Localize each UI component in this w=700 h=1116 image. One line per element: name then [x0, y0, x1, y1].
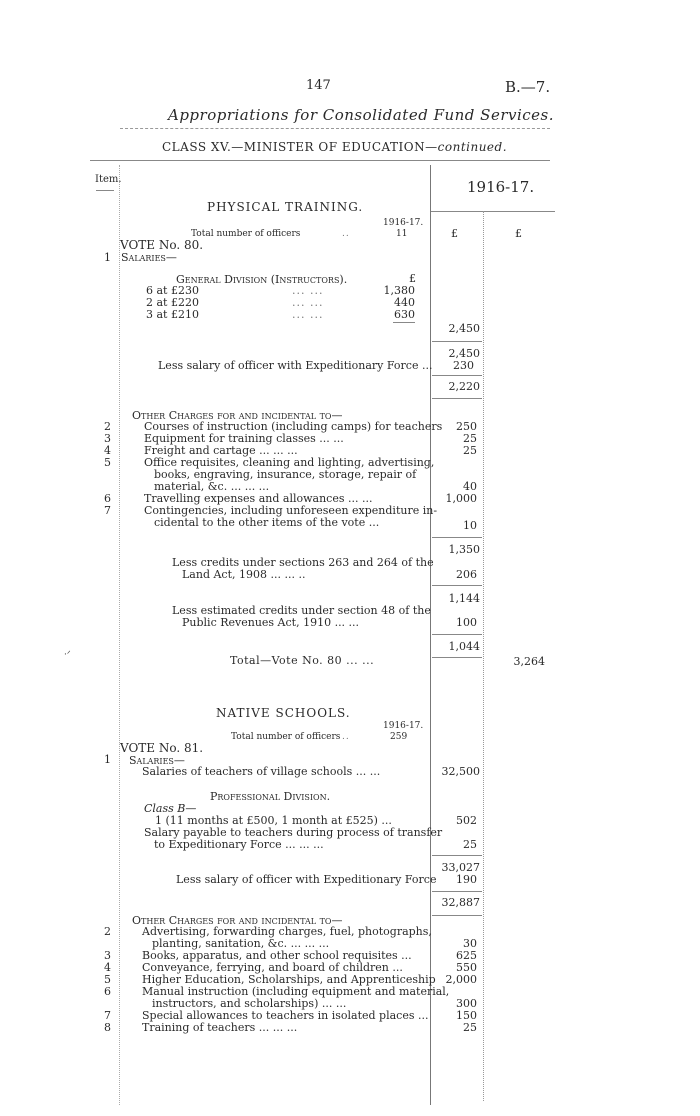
- sum-rule: [393, 322, 415, 323]
- less-estimated-credits-label-continued: Public Revenues Act, 1910 ... ...: [182, 616, 360, 629]
- other-charges-heading: Other Charges for and incidental to—: [132, 409, 343, 422]
- class-heading: [162, 140, 507, 154]
- page-title: Appropriations for Consolidated Fund Services.: [168, 106, 555, 124]
- sum-rule: [432, 915, 482, 916]
- net-salary: 2,220: [448, 380, 480, 393]
- pound-column-2: £: [515, 227, 522, 240]
- charge-value: 625: [456, 949, 477, 962]
- net-other-charges: 1,044: [448, 640, 480, 653]
- item-number: 5: [104, 456, 111, 469]
- sum-rule: [432, 398, 482, 399]
- pound-column-1: £: [451, 227, 458, 240]
- charge-value: 550: [456, 961, 477, 974]
- charge-description-continued: instructors, and scholarships) ... ...: [152, 997, 347, 1010]
- charge-value: 25: [463, 1021, 477, 1034]
- page-number: 147: [306, 78, 331, 93]
- item-number: 5: [104, 973, 111, 986]
- item-label-underline: [96, 190, 114, 191]
- less-credits-label-continued: Land Act, 1908 ... ... ..: [182, 568, 306, 581]
- item-number: 4: [104, 961, 111, 974]
- salary-row-dots: ... ...: [292, 308, 324, 321]
- charge-description: Courses of instruction (including camps) for teachers: [144, 420, 443, 433]
- charge-description-continued: material, &c. ... ... ...: [154, 480, 270, 493]
- sum-rule: [432, 585, 482, 586]
- charge-value: 40: [463, 480, 477, 493]
- class-b-row: 1 (11 months at £500, 1 month at £525) ...: [155, 814, 392, 827]
- salary-row-dots: ... ...: [292, 296, 324, 309]
- item-number: 2: [104, 925, 111, 938]
- vote-total-label: Total—Vote No. 80 ... ...: [230, 654, 375, 667]
- sum-rule: [432, 657, 482, 658]
- officers-year: 1916-17.: [383, 218, 424, 228]
- officers-label: Total number of officers: [231, 732, 341, 742]
- less-estimated-credits-value: 100: [456, 616, 477, 629]
- division-heading: General Division (Instructors).: [176, 273, 348, 286]
- charge-value: 25: [463, 432, 477, 445]
- item-number: 3: [104, 949, 111, 962]
- officers-year: 1916-17.: [383, 721, 424, 731]
- vote-total-value: 3,264: [513, 655, 545, 668]
- subtotal-column-divider: [483, 211, 484, 1101]
- charge-value: 2,000: [445, 973, 477, 986]
- sum-rule: [432, 375, 482, 376]
- margin-mark-icon: ·ᐟ: [64, 650, 71, 660]
- sum-rule: [432, 891, 482, 892]
- salaries-heading: Salaries—: [129, 754, 185, 767]
- item-number: 1: [104, 251, 111, 264]
- salary-row-label: 2 at £220: [146, 296, 199, 309]
- charge-value: 30: [463, 937, 477, 950]
- class-b-value: 502: [456, 814, 477, 827]
- sum-rule: [432, 341, 482, 342]
- transfer-label: Salary payable to teachers during process of transfer: [144, 826, 443, 839]
- less-estimated-credits-label: Less estimated credits under section 48 of the: [172, 604, 431, 617]
- charge-description: Advertising, forwarding charges, fuel, photographs,: [142, 925, 432, 938]
- officers-label: Total number of officers: [191, 229, 301, 239]
- transfer-label-continued: to Expeditionary Force ... ... ...: [154, 838, 324, 851]
- village-salaries-value: 32,500: [441, 765, 480, 778]
- less-salary-value: 230: [453, 359, 474, 372]
- item-number: 8: [104, 1021, 111, 1034]
- class-line: CLASS XV.—MINISTER OF EDUCATION—: [162, 140, 438, 154]
- less-salary-label: Less salary of officer with Expeditionary Force ...: [158, 359, 433, 372]
- other-subtotal: 1,350: [448, 543, 480, 556]
- less-salary-value: 190: [456, 873, 477, 886]
- charge-description-continued: books, engraving, insurance, storage, repair of: [154, 468, 417, 481]
- charge-description: Higher Education, Scholarships, and Apprenticeship: [142, 973, 436, 986]
- vote-number: VOTE No. 80.: [120, 238, 204, 252]
- class-continued: continued.: [437, 140, 508, 154]
- charge-value: 250: [456, 420, 477, 433]
- item-number: 6: [104, 492, 111, 505]
- item-number: 1: [104, 753, 111, 766]
- sum-rule: [432, 634, 482, 635]
- header-rule: [90, 160, 550, 161]
- charge-description: Contingencies, including unforeseen expenditure in-: [144, 504, 438, 517]
- salaries-heading: Salaries—: [121, 251, 177, 264]
- salary-row-value: 440: [394, 296, 415, 309]
- division-pound: £: [409, 272, 416, 285]
- charge-value: 300: [456, 997, 477, 1010]
- section-heading-physical-training: PHYSICAL TRAINING.: [207, 200, 364, 214]
- charge-description: Equipment for training classes ... ...: [144, 432, 344, 445]
- item-number: 7: [104, 1009, 111, 1022]
- village-salaries-label: Salaries of teachers of village schools ... ...: [142, 765, 381, 778]
- transfer-value: 25: [463, 838, 477, 851]
- salary-total: 33,027: [441, 861, 480, 874]
- item-number: 7: [104, 504, 111, 517]
- salary-total: 2,450: [448, 322, 480, 335]
- charge-value: 1,000: [445, 492, 477, 505]
- division-heading: Professional Division.: [210, 790, 331, 803]
- less-salary-label: Less salary of officer with Expeditionary Force: [176, 873, 437, 886]
- amount-column-divider: [430, 165, 431, 1105]
- charge-value: 150: [456, 1009, 477, 1022]
- charge-description: Freight and cartage ... ... ...: [144, 444, 298, 457]
- class-b-label: Class B—: [144, 802, 197, 815]
- salary-row-label: 6 at £230: [146, 284, 199, 297]
- item-column-label: Item.: [95, 174, 122, 185]
- charge-description-continued: cidental to the other items of the vote ...: [154, 516, 380, 529]
- charge-description: Books, apparatus, and other school requisites ...: [142, 949, 412, 962]
- item-column-divider: [119, 165, 120, 1105]
- salary-row-dots: ... ...: [292, 284, 324, 297]
- charge-description: Office requisites, cleaning and lighting, advertising,: [144, 456, 435, 469]
- after-credits: 1,144: [448, 592, 480, 605]
- salary-total-repeat: 2,450: [448, 347, 480, 360]
- vote-number: VOTE No. 81.: [120, 741, 204, 755]
- charge-value: 25: [463, 444, 477, 457]
- item-number: 6: [104, 985, 111, 998]
- other-charges-heading: Other Charges for and incidental to—: [132, 914, 343, 927]
- charge-description: Travelling expenses and allowances ... ...: [144, 492, 373, 505]
- sum-rule: [432, 537, 482, 538]
- charge-value: 10: [463, 519, 477, 532]
- officers-dots: ..: [342, 229, 350, 239]
- less-credits-label: Less credits under sections 263 and 264 of the: [172, 556, 434, 569]
- officers-value: 11: [396, 229, 408, 239]
- section-heading-native-schools: NATIVE SCHOOLS.: [216, 706, 351, 720]
- item-number: 3: [104, 432, 111, 445]
- less-credits-value: 206: [456, 568, 477, 581]
- charge-description: Training of teachers ... ... ...: [142, 1021, 298, 1034]
- year-underline: [430, 211, 555, 212]
- item-number: 2: [104, 420, 111, 433]
- document-reference: B.—7.: [505, 78, 551, 96]
- officers-dots: ..: [342, 732, 350, 742]
- charge-description: Conveyance, ferrying, and board of children ...: [142, 961, 403, 974]
- salary-row-value: 1,380: [383, 284, 415, 297]
- charge-description-continued: planting, sanitation, &c. ... ... ...: [152, 937, 330, 950]
- charge-description: Manual instruction (including equipment and material,: [142, 985, 450, 998]
- year-column-label: 1916-17.: [467, 178, 535, 196]
- salary-row-label: 3 at £210: [146, 308, 199, 321]
- net-salary: 32,887: [441, 896, 480, 909]
- charge-description: Special allowances to teachers in isolated places ...: [142, 1009, 429, 1022]
- salary-row-value: 630: [394, 308, 415, 321]
- sum-rule: [432, 855, 482, 856]
- officers-value: 259: [390, 732, 408, 742]
- title-rule: [120, 128, 550, 129]
- item-number: 4: [104, 444, 111, 457]
